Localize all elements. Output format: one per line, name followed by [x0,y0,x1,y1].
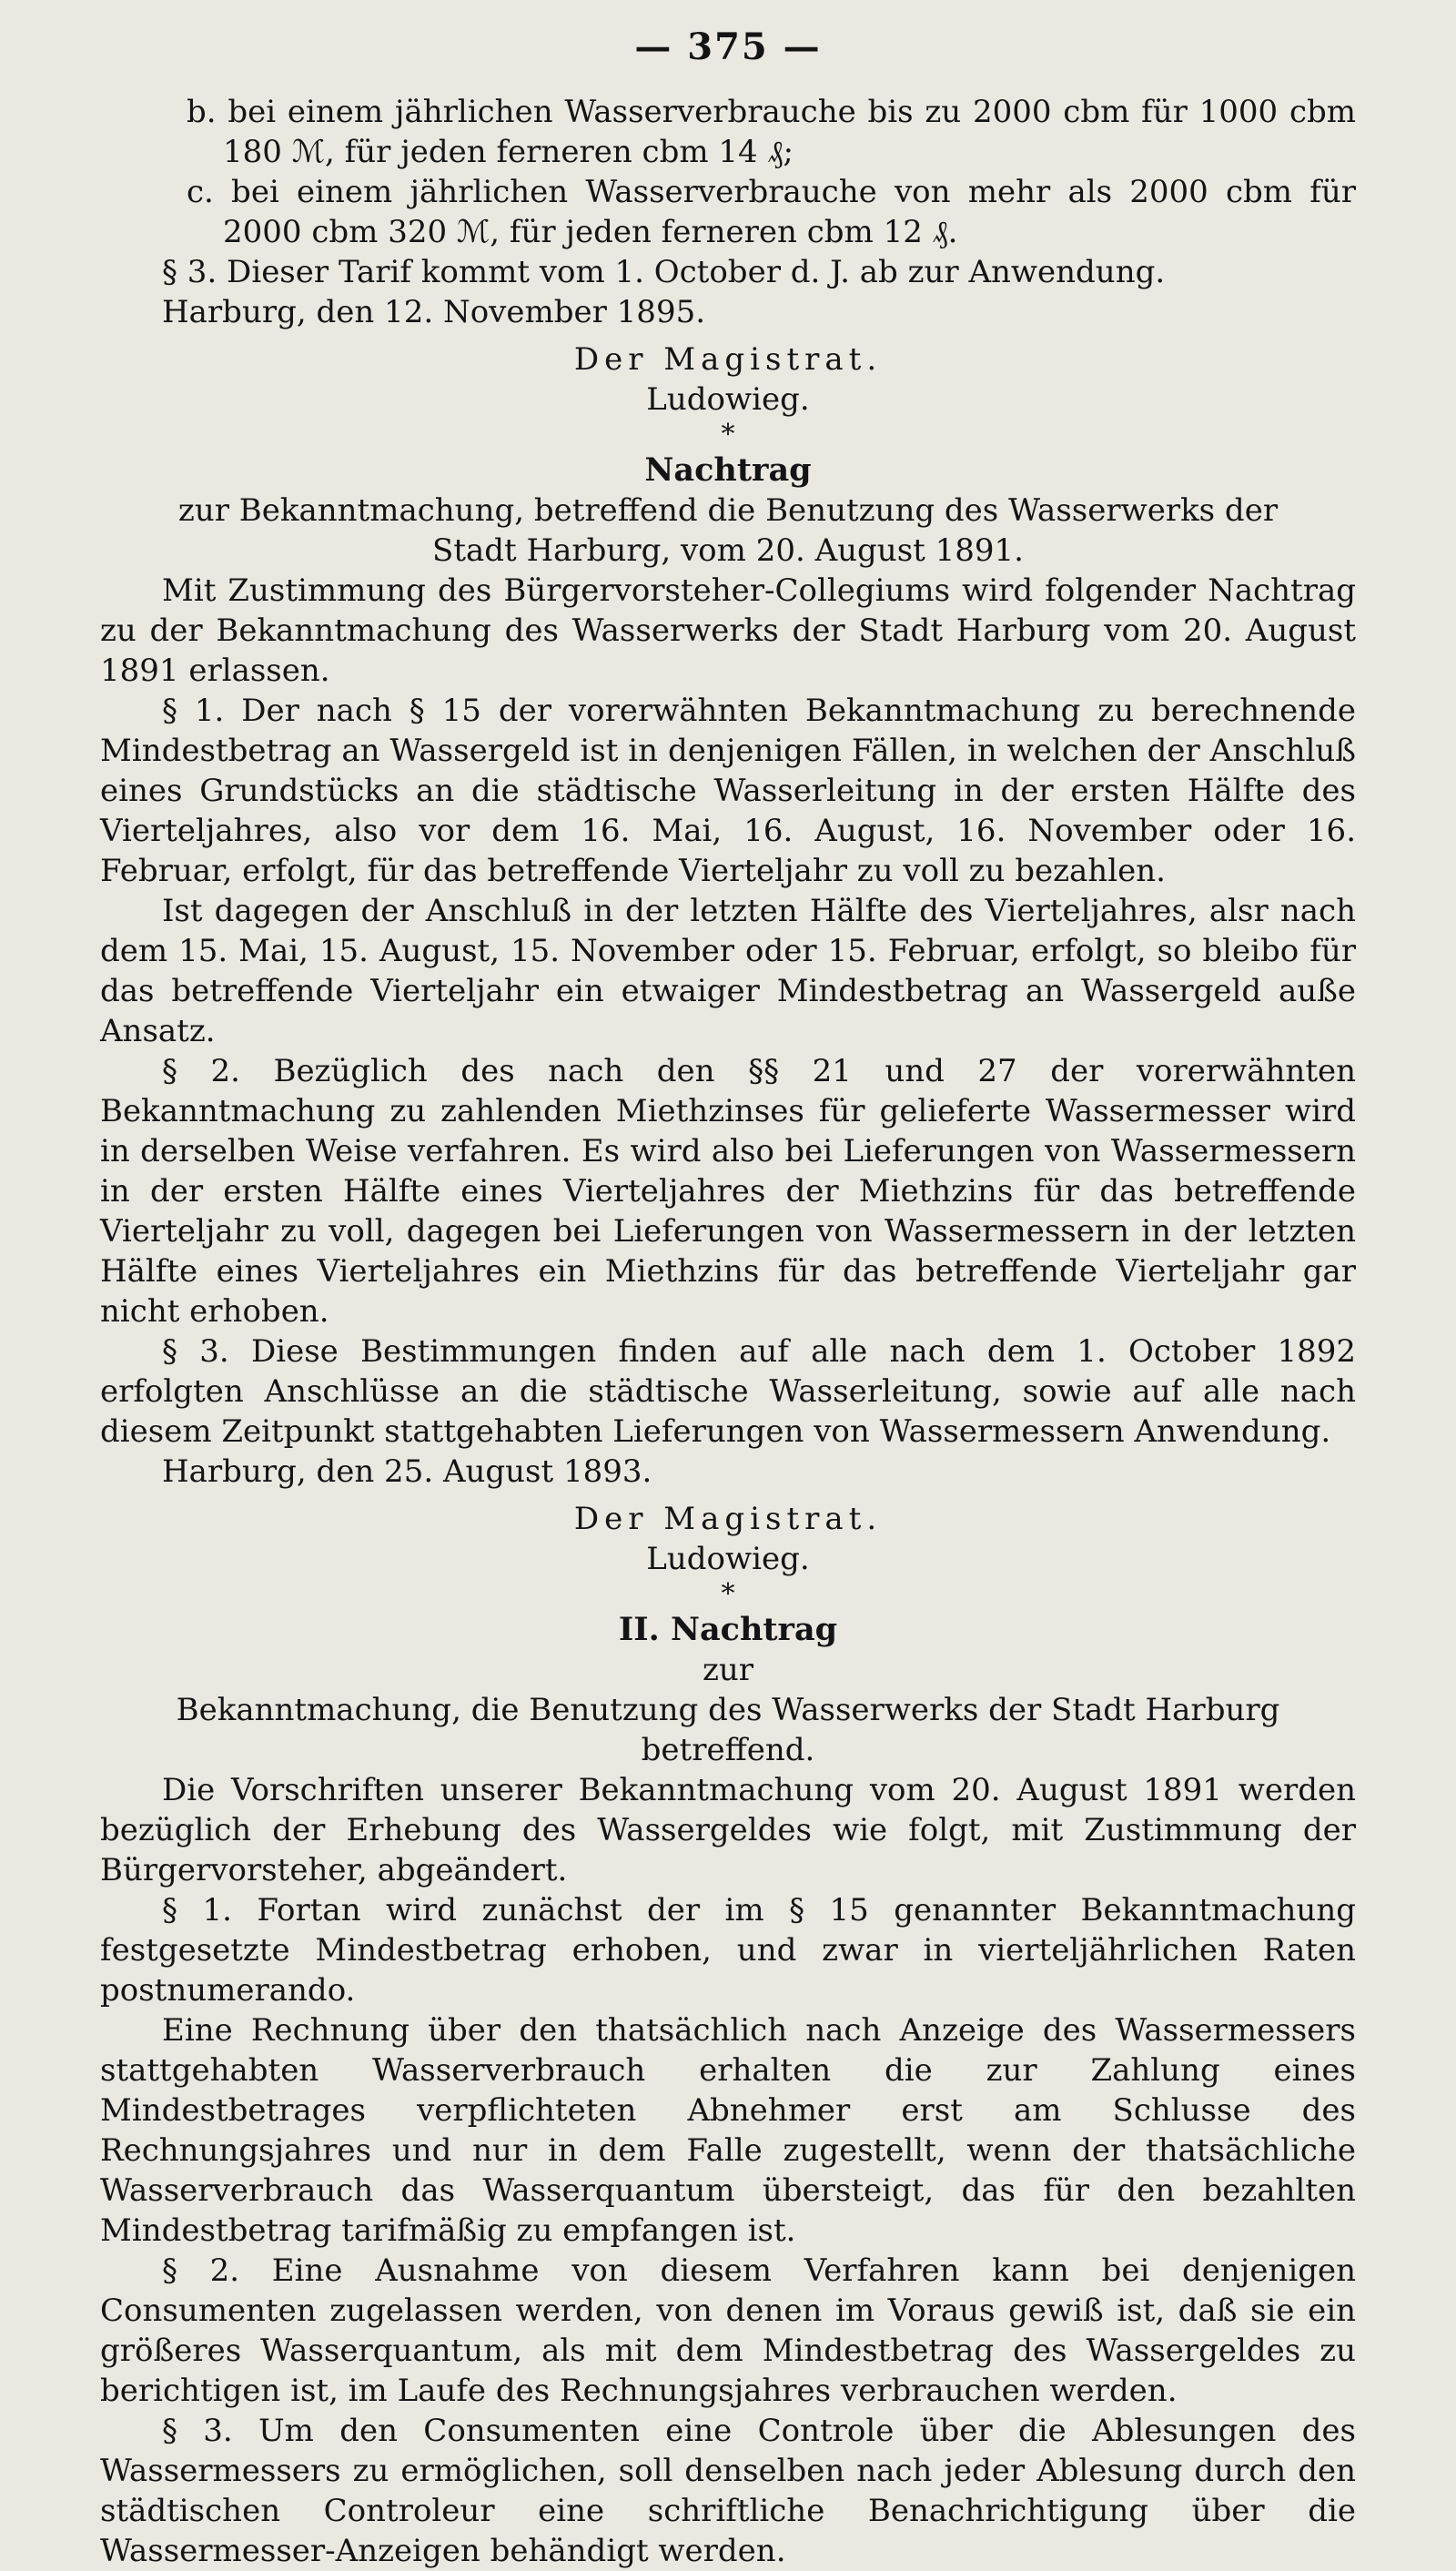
tariff-item-b: b. bei einem jährlichen Wasserverbrauche bis zu 2000 cbm für 1000 cbm 180 ℳ, für jeden ferneren cbm 14 ₰; [187,94,1356,170]
date-line-2: Harburg, den 25. August 1893. [162,1453,652,1490]
separator-star-2: * [721,1578,735,1610]
separator-star-1: * [721,419,735,450]
nachtrag-2-section-3: § 3. Um den Consumenten eine Controle über die Ablesungen des Wassermessers zu ermöglichen, soll denselben nach jeder Ablesung durch den städtischen Controleur eine schriftliche Benachrichtigung über die Wassermesser-Anzeigen behändigt werden. [100,2413,1356,2569]
nachtrag-1-section-3: § 3. Diese Bestimmungen finden auf alle nach dem 1. October 1892 erfolgten Anschlüsse an die städtische Wasserleitung, sowie auf alle nach diesem Zeitpunkt stattgehabten Lieferungen von Wassermessern Anwendung. [100,1333,1356,1450]
page-number: — 375 — [634,25,822,68]
nachtrag-1-intro: Mit Zustimmung des Bürgervorsteher-Collegiums wird folgender Nachtrag zu der Bekanntmachung des Wasserwerks der Stadt Harburg vom 20. August 1891 erlassen. [100,572,1356,689]
nachtrag-2-section-1b: Eine Rechnung über den thatsächlich nach Anzeige des Wassermessers stattgehabten Wasserverbrauch erhalten die zur Zahlung eines Mindestbetrages verpflichteten Abnehmer erst am Schlusse des Rechnungsjahres und nur in dem Falle zugestellt, wenn der thatsächliche Wasserverbrauch das Wasserquantum übersteigt, das für den bezahlten Mindestbetrag tarifmäßig zu empfangen ist. [100,2012,1356,2249]
nachtrag-1-section-1: § 1. Der nach § 15 der vorerwähnten Bekanntmachung zu berechnende Mindestbetrag an Wassergeld ist in denjenigen Fällen, in welchen der Anschluß eines Grundstücks an die städtische Wasserleitung in der ersten Hälfte des Vierteljahres, also vor dem 16. Mai, 16. August, 16. November oder 16. Februar, erfolgt, für das betreffende Vierteljahr zu voll zu bezahlen. [100,693,1356,889]
nachtrag-2-section-1: § 1. Fortan wird zunächst der im § 15 genannter Bekanntmachung festgesetzte Mindestbetrag erhoben, und zwar in vierteljährlichen Raten postnumerando. [100,1892,1356,2009]
section-3-tarif: § 3. Dieser Tarif kommt vom 1. October d. J. ab zur Anwendung. [162,254,1166,290]
nachtrag-2-title: II. Nachtrag [618,1611,838,1648]
nachtrag-2-section-2: § 2. Eine Ausnahme von diesem Verfahren kann bei denjenigen Consumenten zugelassen werden, von denen im Voraus gewiß ist, daß sie ein größeres Wasserquantum, als mit dem Mindestbetrag des Wassergeldes zu berichtigen ist, im Laufe des Rechnungsjahres verbrauchen werden. [100,2252,1356,2409]
date-line-1: Harburg, den 12. November 1895. [162,294,706,330]
nachtrag-1-title: Nachtrag [644,451,812,489]
signer-1: Ludowieg. [646,381,810,418]
nachtrag-1-subtitle: zur Bekanntmachung, betreffend die Benutzung des Wasserwerks der Stadt Harburg, vom 20. August 1891. [177,492,1279,569]
tariff-item-c: c. bei einem jährlichen Wasserverbrauche von mehr als 2000 cbm für 2000 cbm 320 ℳ, für jeden ferneren cbm 12 ₰. [187,174,1356,250]
signer-2: Ludowieg. [646,1541,810,1577]
nachtrag-2-subtitle: Bekanntmachung, die Benutzung des Wasserwerks der Stadt Harburg betreffend. [176,1692,1280,1768]
signatory-1: Der Magistrat. [573,341,883,378]
nachtrag-2-zur: zur [702,1652,754,1688]
nachtrag-2-intro: Die Vorschriften unserer Bekanntmachung vom 20. August 1891 werden bezüglich der Erhebung des Wassergeldes wie folgt, mit Zustimmung der Bürgervorsteher, abgeändert. [100,1772,1356,1888]
nachtrag-1-section-2: § 2. Bezüglich des nach den §§ 21 und 27 der vorerwähnten Bekanntmachung zu zahlenden Miethzinses für gelieferte Wassermesser wird in derselben Weise verfahren. Es wird also bei Lieferungen von Wassermessern in der ersten Hälfte eines Vierteljahres der Miethzins für das betreffende Vierteljahr zu voll, dagegen bei Lieferungen von Wassermessern in der letzten Hälfte eines Vierteljahres ein Miethzins für das betreffende Vierteljahr gar nicht erhoben. [100,1053,1356,1330]
signatory-2: Der Magistrat. [573,1501,883,1537]
nachtrag-1-section-1b: Ist dagegen der Anschluß in der letzten Hälfte des Vierteljahres, alsr nach dem 15. Mai, 15. August, 15. November oder 15. Februar, erfolgt, so bleibo für das betreffende Vierteljahr ein etwaiger Mindestbetrag an Wassergeld auße Ansatz. [100,893,1356,1049]
